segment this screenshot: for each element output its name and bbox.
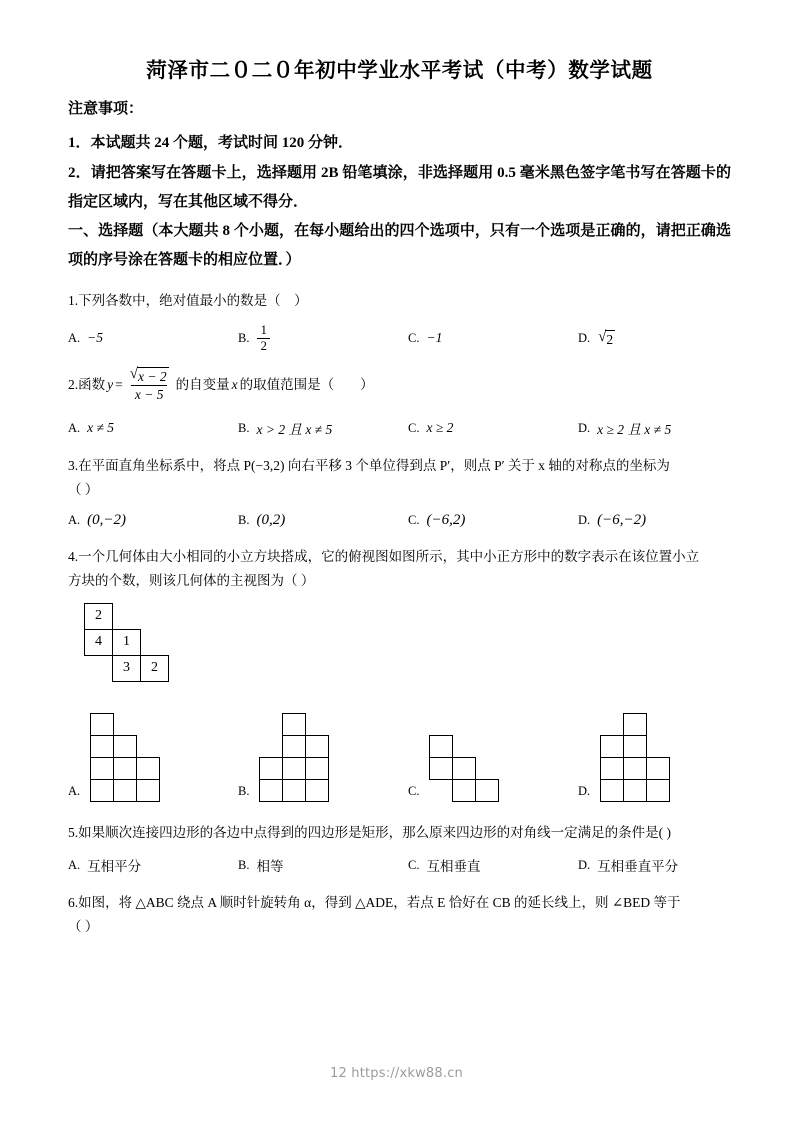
option-label-c: C.	[408, 330, 420, 345]
question-1-stem-tail: ）	[294, 292, 308, 308]
question-6-stem-line-2: （ ）	[68, 918, 99, 934]
notice-heading: 注意事项：	[68, 100, 144, 117]
option-b-value: (0,2)	[256, 512, 286, 529]
option-d-value: 互相垂直平分	[597, 859, 679, 875]
question-4-stem-line-2: 方块的个数，则该几何体的主视图为（ ）	[68, 573, 315, 589]
shape-cell	[623, 757, 647, 780]
option-a-value: −5	[87, 330, 104, 346]
question-2-option-b[interactable]	[238, 418, 408, 438]
radicand: 2	[606, 331, 614, 347]
option-c-value: (−6,2)	[426, 512, 466, 529]
radical-sign-icon: √	[129, 365, 138, 382]
option-c-value: 互相垂直	[426, 859, 481, 875]
question-2	[68, 366, 731, 438]
option-b-value: x > 2 且 x ≠ 5	[256, 422, 333, 438]
question-5-option-d[interactable]	[578, 855, 728, 875]
topview-cell: 1	[112, 629, 141, 656]
page-title: 菏泽市二０二０年初中学业水平考试（中考）数学试题	[146, 60, 653, 82]
fraction-numerator-radical	[125, 366, 174, 385]
question-1-option-d[interactable]	[578, 323, 728, 353]
shape-cell	[452, 757, 476, 780]
notice-item-1: 1．本试题共 24 个题，考试时间 120 分钟．	[68, 135, 354, 152]
shape-cell	[646, 779, 670, 802]
question-4-text: 一个几何体由大小相同的小立方块搭成，它的俯视图如图所示，其中小正方形中的数字表示在该位置小立	[78, 549, 700, 565]
question-5	[68, 821, 731, 876]
shape-figure-a	[90, 713, 162, 805]
shape-figure-b	[259, 713, 331, 805]
page-content	[68, 58, 731, 939]
option-label-b: B.	[238, 513, 250, 528]
option-label-d: D.	[578, 783, 591, 798]
shape-cell	[600, 757, 624, 780]
question-2-options	[68, 418, 731, 438]
question-2-text-pre: 函数	[78, 376, 106, 392]
question-6-number: 6.	[68, 895, 79, 911]
question-3-option-a[interactable]	[68, 512, 238, 529]
question-5-stem	[68, 821, 731, 845]
option-a-value: 互相平分	[87, 859, 142, 875]
option-label-d: D.	[578, 420, 591, 435]
question-4-option-d[interactable]	[578, 697, 728, 805]
question-1-number: 1.	[68, 292, 79, 308]
question-6	[68, 891, 731, 938]
option-label-a: A.	[68, 857, 81, 872]
question-4-shape-options	[68, 697, 731, 805]
shape-cell	[90, 779, 114, 802]
option-d-value: (−6,−2)	[597, 512, 647, 529]
question-3-number: 3.	[68, 458, 79, 474]
question-3-stem-line-1	[68, 454, 731, 478]
option-label-a: A.	[68, 783, 81, 798]
shape-cell	[282, 713, 306, 736]
radical-x-minus-2	[130, 367, 169, 385]
option-label-b: B.	[238, 330, 250, 345]
question-5-option-a[interactable]	[68, 855, 238, 875]
option-label-c: C.	[408, 420, 420, 435]
topview-cell: 2	[84, 603, 113, 630]
question-4-stem-line-1	[68, 545, 731, 569]
question-2-variable-x: x	[231, 376, 238, 392]
shape-cell	[282, 779, 306, 802]
shape-cell	[429, 757, 453, 780]
question-2-text-post2: 的取值范围是（	[239, 376, 335, 392]
question-5-number: 5.	[68, 824, 79, 840]
question-5-option-b[interactable]	[238, 855, 408, 875]
option-label-d: D.	[578, 857, 591, 872]
question-2-stem	[68, 366, 731, 403]
question-2-equals: =	[115, 376, 123, 392]
option-c-value: x ≥ 2	[426, 420, 454, 436]
question-1-option-a[interactable]	[68, 323, 238, 353]
shape-cell	[113, 779, 137, 802]
question-5-options	[68, 855, 731, 875]
option-label-d: D.	[578, 330, 591, 345]
footer-watermark: 12 https://xkw88.cn	[330, 1066, 463, 1081]
shape-cell	[305, 735, 329, 758]
option-c-value: −1	[426, 330, 443, 346]
section-heading-multiple-choice: 一、选择题（本大题共 8 个小题，在每小题给出的四个选项中，只有一个选项是正确的，请把正确选项的序号涂在答题卡的相应位置．）	[68, 223, 731, 269]
question-4-topview-figure	[84, 603, 204, 687]
topview-cell: 2	[140, 655, 169, 682]
shape-cell	[113, 757, 137, 780]
shape-cell	[646, 757, 670, 780]
shape-cell	[305, 779, 329, 802]
question-6-stem-line-1	[68, 891, 731, 915]
question-3	[68, 454, 731, 529]
shape-cell	[475, 779, 499, 802]
fraction-denominator: 2	[257, 338, 270, 354]
option-d-value: x ≥ 2 且 x ≠ 5	[597, 422, 672, 438]
question-4-number: 4.	[68, 549, 79, 565]
question-1-option-b[interactable]	[238, 323, 408, 353]
option-label-a: A.	[68, 330, 81, 345]
shape-cell	[600, 779, 624, 802]
option-label-b: B.	[238, 420, 250, 435]
question-2-option-a[interactable]	[68, 418, 238, 438]
question-3-option-b[interactable]	[238, 512, 408, 529]
shape-cell	[623, 735, 647, 758]
question-4-option-c[interactable]	[408, 697, 578, 805]
shape-cell	[136, 757, 160, 780]
option-a-value: (0,−2)	[87, 512, 127, 529]
question-3-options	[68, 512, 731, 529]
topview-cell: 4	[84, 629, 113, 656]
question-3-stem-line-2: （ ）	[68, 481, 99, 497]
shape-cell	[113, 735, 137, 758]
radical-sign-icon: √	[598, 328, 607, 345]
shape-figure-d	[600, 713, 672, 805]
expression-fraction	[125, 366, 174, 403]
shape-cell	[452, 779, 476, 802]
question-1	[68, 289, 731, 354]
option-label-c: C.	[408, 513, 420, 528]
question-5-text: 如果顺次连接四边形的各边中点得到的四边形是矩形，那么原来四边形的对角线一定满足的条件是( )	[78, 824, 671, 840]
option-label-a: A.	[68, 513, 81, 528]
shape-cell	[623, 779, 647, 802]
option-label-b: B.	[238, 783, 250, 798]
question-1-text: 下列各数中，绝对值最小的数是（	[78, 292, 281, 308]
question-4-option-a[interactable]	[68, 697, 238, 805]
question-2-variable-y: y	[107, 376, 114, 392]
question-4	[68, 545, 731, 804]
question-2-text-post: 的自变量	[175, 376, 230, 392]
shape-cell	[90, 713, 114, 736]
shape-cell	[600, 735, 624, 758]
shape-cell	[136, 779, 160, 802]
question-1-stem	[68, 289, 731, 313]
shape-cell	[90, 735, 114, 758]
question-2-stem-tail: ）	[360, 376, 374, 392]
question-2-number: 2.	[68, 376, 79, 392]
shape-cell	[282, 735, 306, 758]
question-3-text: 在平面直角坐标系中，将点 P(−3,2) 向右平移 3 个单位得到点 P′，则点 P′ 关于 x 轴的对称点的坐标为	[78, 458, 670, 474]
fraction-one-half	[257, 323, 270, 353]
question-6-text: 如图，将 △ABC 绕点 A 顺时针旋转角 α，得到 △ADE，若点 E 恰好在 CB 的延长线上，则 ∠BED 等于	[78, 895, 681, 911]
shape-cell	[90, 757, 114, 780]
question-2-option-c[interactable]	[408, 418, 578, 438]
question-3-option-d[interactable]	[578, 512, 728, 529]
topview-cell: 3	[112, 655, 141, 682]
option-label-b: B.	[238, 857, 250, 872]
shape-figure-c	[429, 713, 501, 805]
shape-cell	[305, 757, 329, 780]
radicand-expression: x − 2	[137, 368, 167, 384]
radical-sqrt-2	[598, 330, 615, 348]
shape-cell	[282, 757, 306, 780]
option-label-d: D.	[578, 513, 591, 528]
question-3-option-c[interactable]	[408, 512, 578, 529]
option-label-c: C.	[408, 783, 420, 798]
question-1-option-c[interactable]	[408, 323, 578, 353]
option-label-c: C.	[408, 857, 420, 872]
question-5-option-c[interactable]	[408, 855, 578, 875]
shape-cell	[429, 735, 453, 758]
shape-cell	[623, 713, 647, 736]
notice-item-2: 2．请把答案写在答题卡上，选择题用 2B 铅笔填涂，非选择题用 0.5 毫米黑色签字笔书写在答题卡的指定区域内，写在其他区域不得分．	[68, 164, 731, 210]
question-2-option-d[interactable]	[578, 418, 728, 438]
fraction-numerator: 1	[260, 322, 267, 338]
option-b-value: 相等	[256, 859, 284, 875]
shape-cell	[259, 779, 283, 802]
question-1-options	[68, 323, 731, 353]
question-4-option-b[interactable]	[238, 697, 408, 805]
shape-cell	[259, 757, 283, 780]
option-a-value: x ≠ 5	[87, 420, 115, 436]
option-label-a: A.	[68, 420, 81, 435]
fraction-denominator-expression: x − 5	[131, 385, 168, 403]
